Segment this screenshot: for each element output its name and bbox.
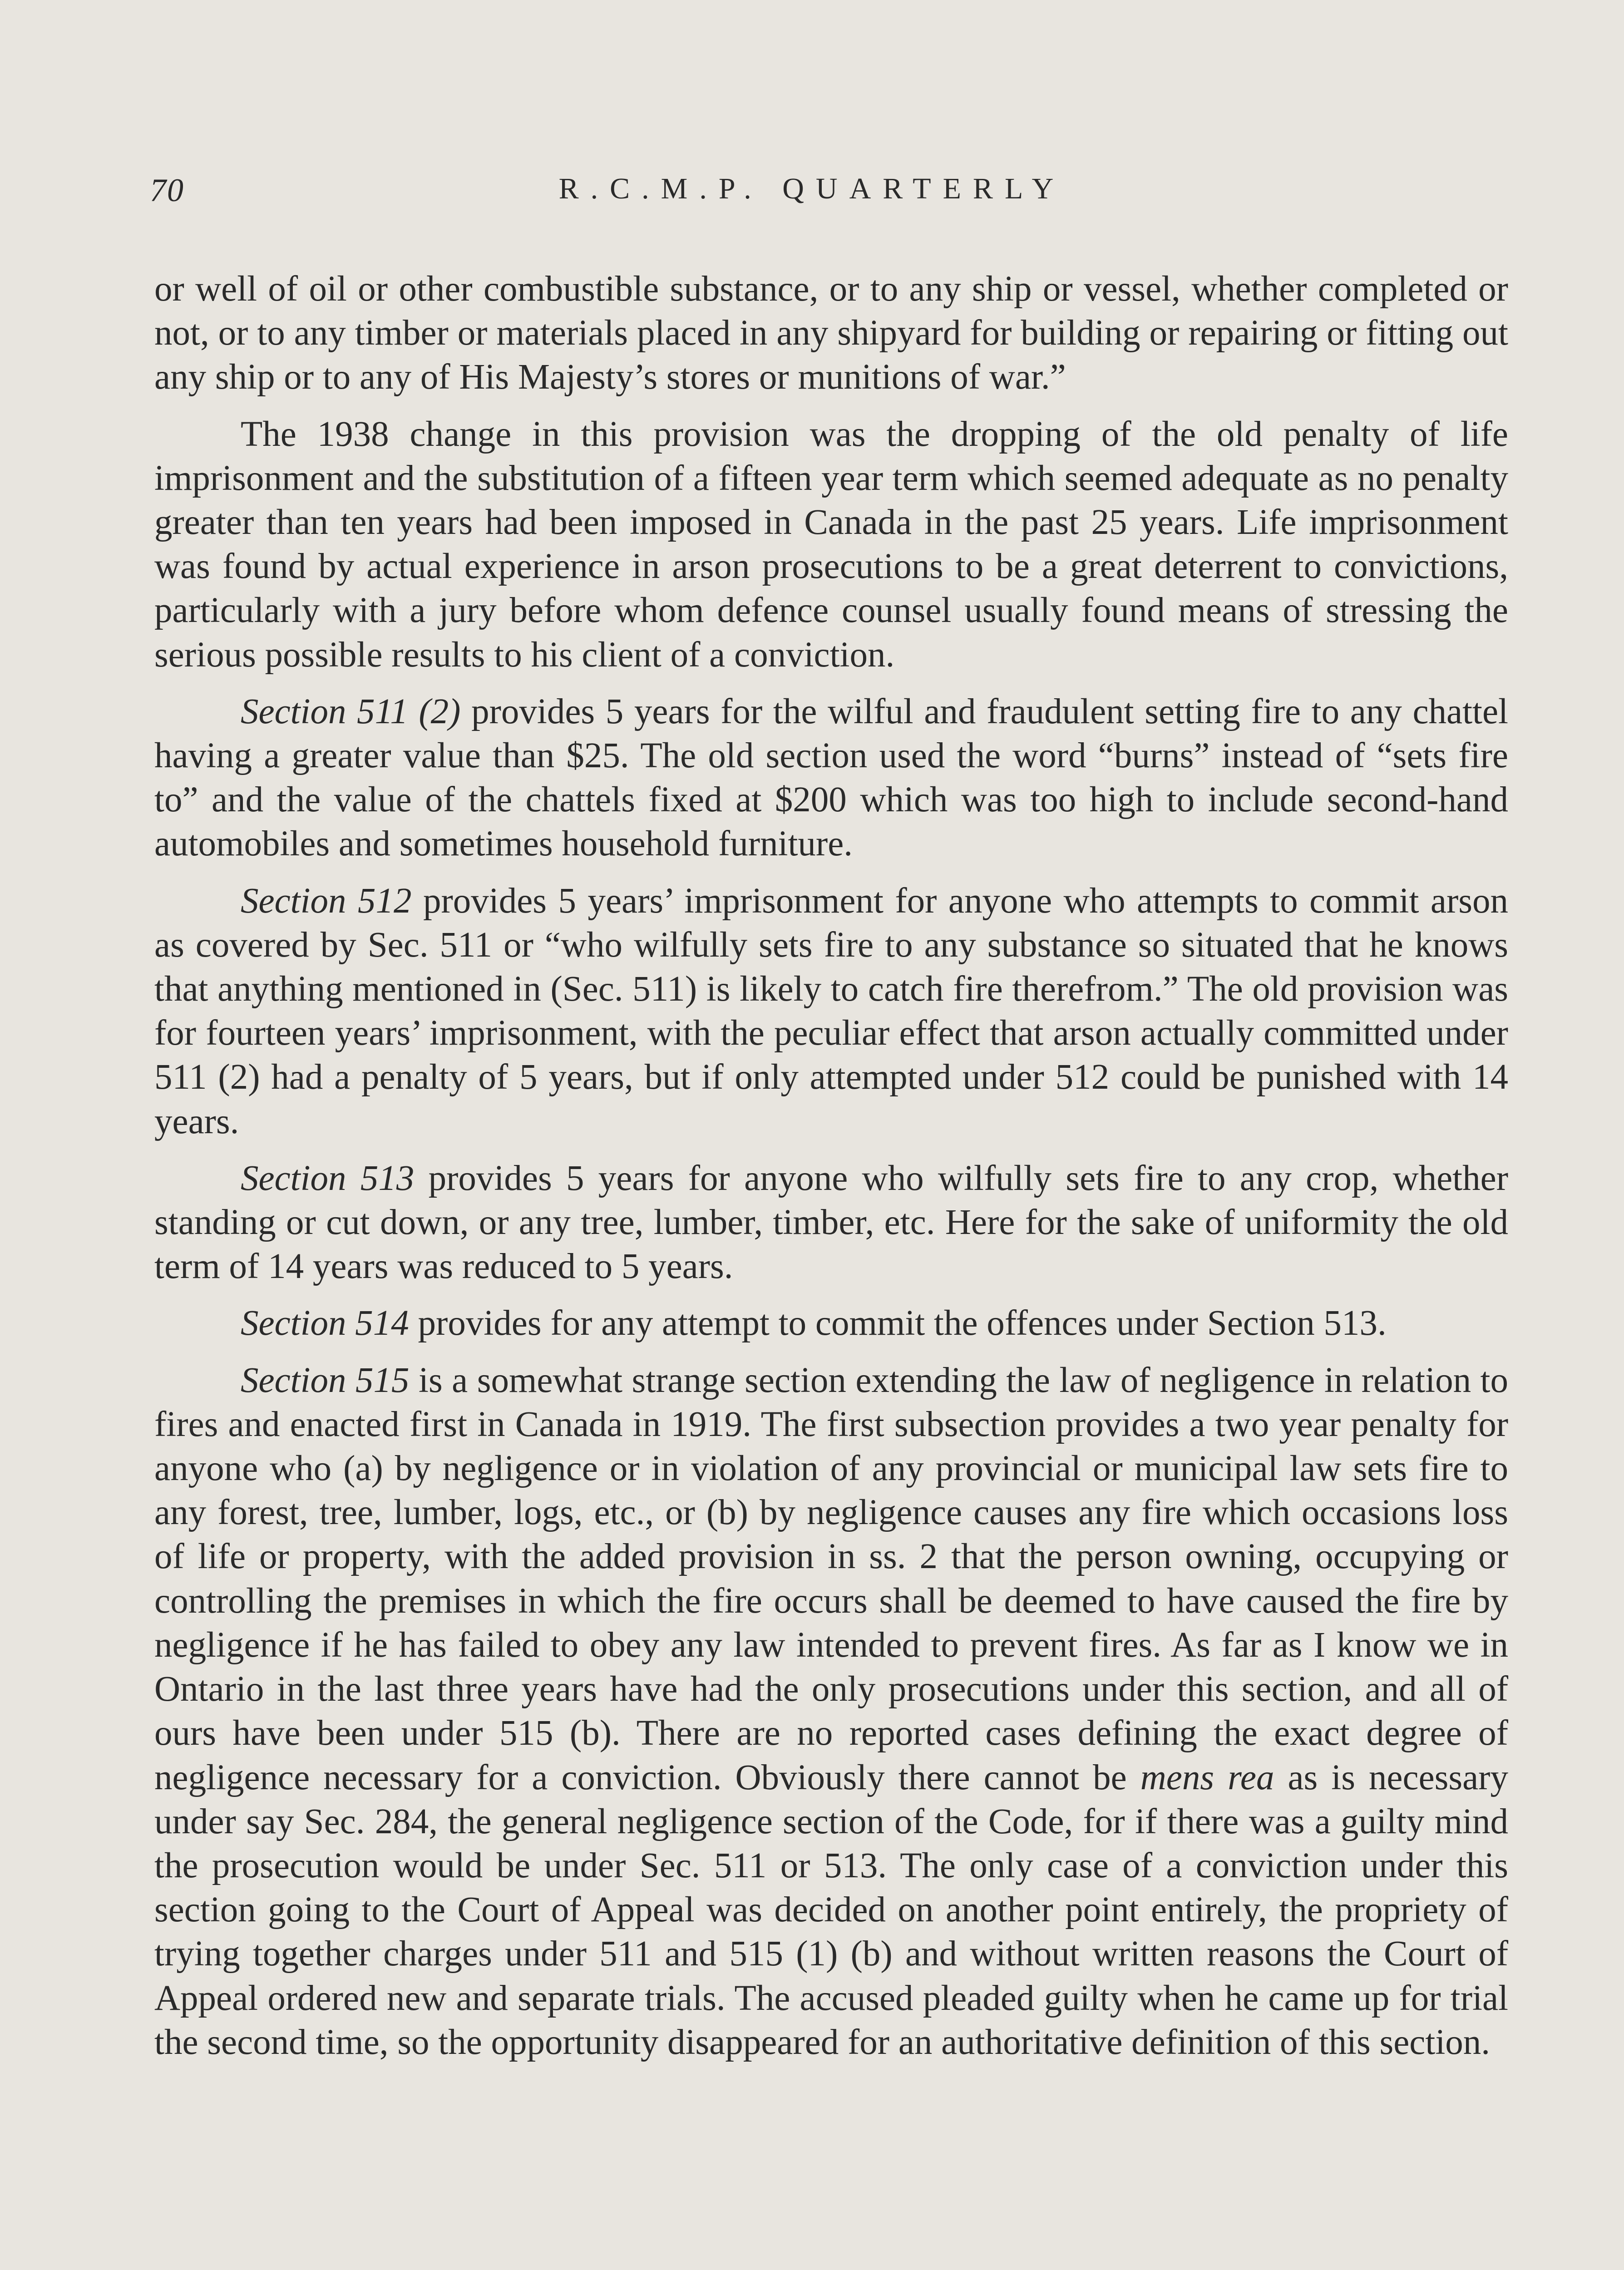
- paragraph-text: as is necessary under say Sec. 284, the general negligence section of the Code, for if there was a guilty mind the prosecution would be under Sec. 511 or 513. The only case of a conviction under this section going to the Court of Appeal was decided on another point entirely, the propriety of trying together charges under 511 and 515 (1) (b) and without written reasons the Court of Appeal ordered new and separate trials. The accused pleaded guilty when he came up for trial the second time, so the opportunity disappeared for an authoritative definition of this section.: [154, 1757, 1508, 2062]
- page-header: [150, 172, 1474, 217]
- paragraph-text: provides 5 years for anyone who wilfully sets fire to any crop, whether standing or cut down, or any tree, lumber, timber, etc. Here for the sake of uniformity the old term of 14 years was reduced to 5 years.: [154, 1158, 1509, 1287]
- paragraph-text: provides 5 years’ imprisonment for anyone who attempts to commit arson as covered by Sec. 511 or “who wilfully sets fire to any substance so situated that he knows that anything mentioned in (Sec. 511) is likely to catch fire therefrom.” The old provision was for fourteen years’ imprisonment, with the peculiar effect that arson actually committed under 511 (2) had a penalty of 5 years, but if only attempted under 512 could be punished with 14 years.: [154, 881, 1509, 1141]
- paragraph-section-514: [154, 1301, 1508, 1345]
- paragraph-section-515: [154, 1358, 1508, 2064]
- paragraph-text: provides 5 years for the wilful and fraudulent setting fire to any chattel having a greater value than $25. The old section used the word “burns” instead of “sets fire to” and the value of the chattels fixed at $200 which was too high to include second-hand automobiles and sometimes household furniture.: [154, 691, 1508, 864]
- section-reference: Section 511 (2): [241, 691, 461, 731]
- page-number: 70: [150, 172, 184, 208]
- paragraph-2: [154, 412, 1508, 677]
- running-title: R.C.M.P. QUARTERLY: [558, 172, 1066, 205]
- paragraph-text: The 1938 change in this provision was the dropping of the old penalty of life imprisonment and the substitution of a fifteen year term which seemed adequate as no penalty greater than ten years had been imposed in Canada in the past 25 years. Life imprisonment was found by actual experience in arson prosecutions to be a great deterrent to convictions, particularly with a jury before whom defence counsel usually found means of stressing the serious possible results to his client of a conviction.: [154, 414, 1508, 675]
- paragraph-text: or well of oil or other combustible substance, or to any ship or vessel, whether completed or not, or to any timber or materials placed in any shipyard for building or repairing or fitting out any ship or to any of His Majesty’s stores or munitions of war.”: [154, 269, 1508, 397]
- paragraph-text: provides for any attempt to commit the offences under Section 513.: [409, 1303, 1387, 1343]
- paragraph-text: is a somewhat strange section extending the law of negligence in relation to fires and enacted first in Canada in 1919. The first subsection provides a two year penalty for anyone who (a) by negligence or in violation of any provincial or municipal law sets fire to any forest, tree, lumber, logs, etc., or (b) by negligence causes any fire which occasions loss of life or property, with the added provision in ss. 2 that the person owning, occupying or controlling the premises in which the fire occurs shall be deemed to have caused the fire by negligence if he has failed to obey any law intended to prevent fires. As far as I know we in Ontario in the last three years have had the only prosecutions under this section, and all of ours have been under 515 (b). There are no reported cases defining the exact degree of negligence necessary for a conviction. Obviously there cannot be: [154, 1360, 1508, 1797]
- section-reference: Section 513: [241, 1158, 415, 1198]
- paragraph-section-512: [154, 879, 1508, 1144]
- paragraph-1: [154, 267, 1508, 400]
- latin-term: mens rea: [1140, 1757, 1274, 1797]
- paragraph-section-511-2: [154, 690, 1508, 866]
- section-reference: Section 514: [241, 1303, 409, 1343]
- article-body: [154, 267, 1508, 2077]
- section-reference: Section 515: [241, 1360, 410, 1400]
- section-reference: Section 512: [241, 881, 412, 921]
- paragraph-section-513: [154, 1156, 1508, 1289]
